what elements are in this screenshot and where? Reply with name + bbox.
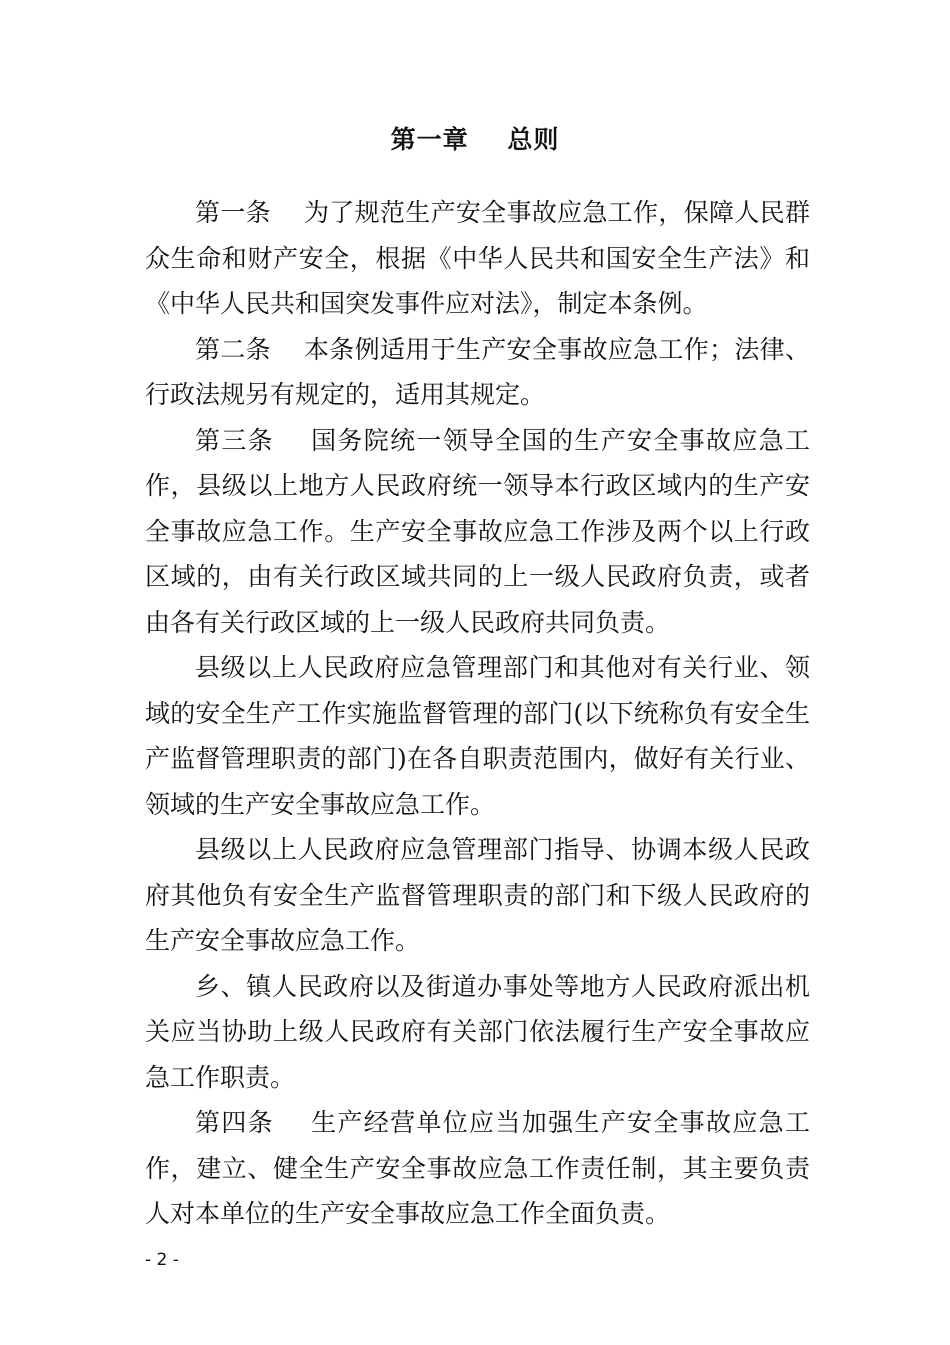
document-body xyxy=(145,190,810,1237)
chapter-title: 第一章 总则 xyxy=(390,125,560,154)
article-3-paragraph: 第三条 国务院统一领导全国的生产安全事故应急工作，县级以上地方人民政府统一领导本行政区域内的生产安全事故应急工作。生产安全事故应急工作涉及两个以上行政区域的，由有关行政区域共同的上一级人民政府负责，或者由各有关行政区域的上一级人民政府共同负责。 xyxy=(145,425,810,637)
page-number: - 2 - xyxy=(145,1250,179,1270)
article-1-paragraph: 第一条 为了规范生产安全事故应急工作，保障人民群众生命和财产安全，根据《中华人民共和国安全生产法》和《中华人民共和国突发事件应对法》，制定本条例。 xyxy=(145,198,810,318)
article-2-paragraph: 第二条 本条例适用于生产安全事故应急工作；法律、行政法规另有规定的，适用其规定。 xyxy=(145,334,810,409)
article-3-clause-2-paragraph: 县级以上人民政府应急管理部门和其他对有关行业、领域的安全生产工作实施监督管理的部门(以下统称负有安全生产监督管理职责的部门)在各自职责范围内，做好有关行业、领域的生产安全事故应急工作。 xyxy=(145,653,810,819)
article-3-clause-3-paragraph: 县级以上人民政府应急管理部门指导、协调本级人民政府其他负有安全生产监督管理职责的部门和下级人民政府的生产安全事故应急工作。 xyxy=(145,835,810,955)
article-3-clause-4-paragraph: 乡、镇人民政府以及街道办事处等地方人民政府派出机关应当协助上级人民政府有关部门依法履行生产安全事故应急工作职责。 xyxy=(145,971,810,1092)
article-4-paragraph: 第四条 生产经营单位应当加强生产安全事故应急工作，建立、健全生产安全事故应急工作责任制，其主要负责人对本单位的生产安全事故应急工作全面负责。 xyxy=(145,1108,810,1228)
